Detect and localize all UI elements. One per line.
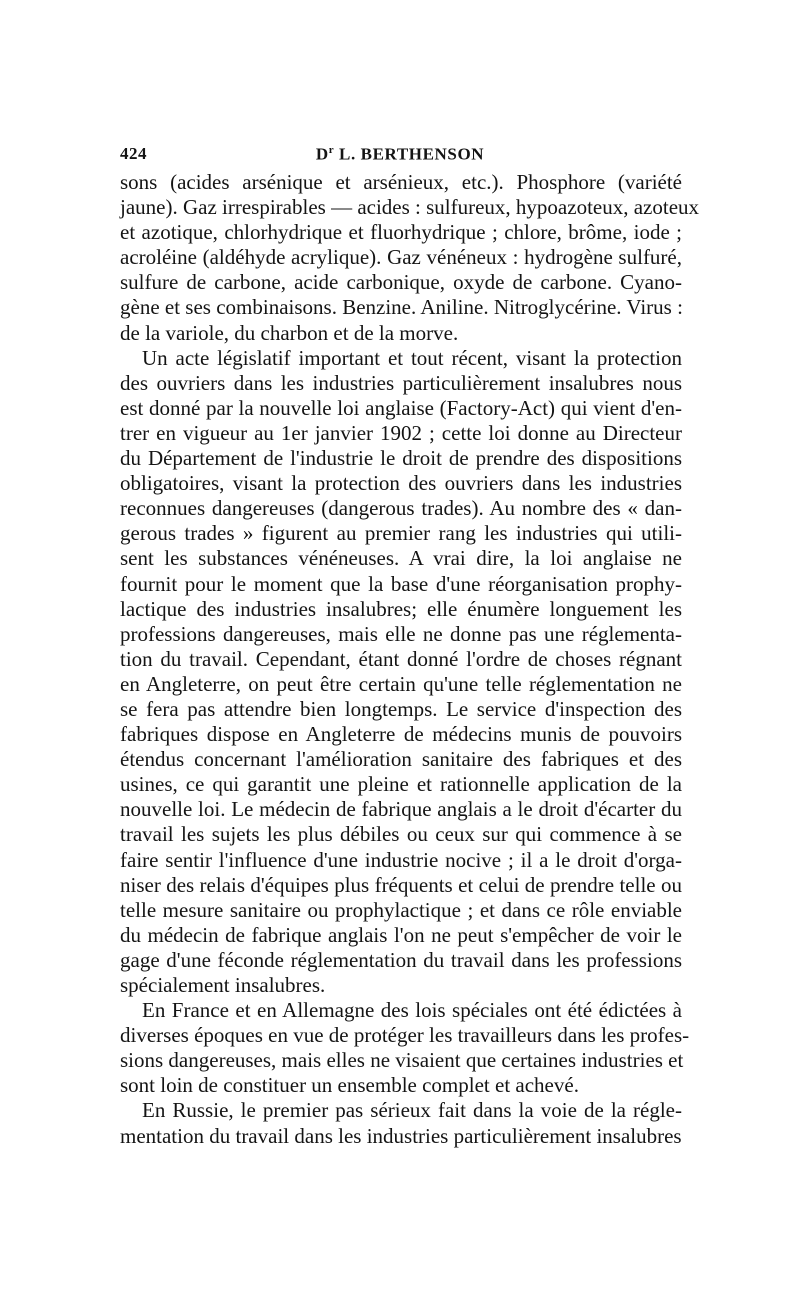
text-line: sulfure de carbone, acide carbonique, oxyde de carbone. Cyano-	[120, 270, 682, 295]
running-head	[120, 144, 680, 165]
text-line: Un acte législatif important et tout récent, visant la protection	[142, 345, 682, 370]
page-number: 424	[120, 144, 147, 163]
text-line: en Angleterre, on peut être certain qu'une telle réglementation ne	[120, 671, 682, 696]
text-line: et azotique, chlorhydrique et fluorhydrique ; chlore, brôme, iode ;	[120, 220, 682, 245]
text-line: nouvelle loi. Le médecin de fabrique anglais a le droit d'écarter du	[120, 797, 682, 822]
text-line: niser des relais d'équipes plus fréquents et celui de prendre telle ou	[120, 872, 682, 897]
text-line: tion du travail. Cependant, étant donné l'ordre de choses régnant	[120, 646, 682, 671]
running-head-superscript: r	[328, 144, 335, 156]
text-line: professions dangereuses, mais elle ne donne pas une réglementa-	[120, 621, 682, 646]
text-line: En France et en Allemagne des lois spéciales ont été édictées à	[142, 998, 682, 1023]
text-line: gage d'une féconde réglementation du travail dans les professions	[120, 947, 682, 972]
text-line: faire sentir l'influence d'une industrie nocive ; il a le droit d'orga-	[120, 847, 682, 872]
running-head-prefix: D	[315, 144, 329, 164]
text-line: diverses époques en vue de protéger les travailleurs dans les profes-	[120, 1023, 690, 1048]
text-line: gène et ses combinaisons. Benzine. Aniline. Nitroglycérine. Virus :	[120, 295, 683, 320]
text-line: telle mesure sanitaire ou prophylactique ; et dans ce rôle enviable	[120, 897, 682, 922]
text-line: travail les sujets les plus débiles ou ceux sur qui commence à se	[120, 822, 682, 847]
text-line: spécialement insalubres.	[120, 973, 326, 997]
text-line: En Russie, le premier pas sérieux fait dans la voie de la régle-	[142, 1098, 682, 1123]
text-line: sont loin de constituer un ensemble complet et achevé.	[120, 1073, 579, 1098]
paragraph	[120, 1098, 682, 1148]
text-line: trer en vigueur au 1er janvier 1902 ; cette loi donne au Directeur	[120, 420, 682, 445]
text-line: sent les substances vénéneuses. A vrai dire, la loi anglaise ne	[120, 546, 682, 571]
paragraph	[120, 346, 682, 998]
body-text	[120, 170, 700, 1149]
text-line: du Département de l'industrie le droit de prendre des dispositions	[120, 446, 682, 471]
text-line: du médecin de fabrique anglais l'on ne peut s'empêcher de voir le	[120, 922, 682, 947]
text-line: des ouvriers dans les industries particulièrement insalubres nous	[120, 370, 682, 395]
text-line: jaune). Gaz irrespirables — acides : sulfureux, hypoazoteux, azoteux	[120, 195, 700, 220]
text-line: sions dangereuses, mais elles ne visaient que certaines industries et	[120, 1048, 684, 1073]
text-line: sons (acides arsénique et arsénieux, etc.). Phosphore (variété	[120, 170, 682, 194]
text-line: de la variole, du charbon et de la morve.	[120, 320, 459, 345]
text-line: obligatoires, visant la protection des ouvriers dans les industries	[120, 471, 682, 496]
text-line: est donné par la nouvelle loi anglaise (Factory-Act) qui vient d'en-	[120, 395, 682, 420]
text-line: mentation du travail dans les industries particulièrement insalubres	[120, 1123, 682, 1148]
text-line: usines, ce qui garantit une pleine et rationnelle application de la	[120, 772, 682, 797]
paragraph	[120, 998, 690, 1098]
text-line: fabriques dispose en Angleterre de médecins munis de pouvoirs	[120, 722, 682, 747]
text-line: fournit pour le moment que la base d'une réorganisation prophy-	[120, 571, 682, 596]
page-header	[120, 144, 680, 168]
text-line: étendus concernant l'amélioration sanitaire des fabriques et des	[120, 747, 682, 772]
text-line: lactique des industries insalubres; elle énumère longuement les	[120, 596, 682, 621]
paragraph	[120, 170, 700, 346]
text-line: se fera pas attendre bien longtemps. Le service d'inspection des	[120, 696, 682, 721]
text-line: gerous trades » figurent au premier rang les industries qui utili-	[120, 521, 682, 546]
text-line: acroléine (aldéhyde acrylique). Gaz vénéneux : hydrogène sulfuré,	[120, 245, 682, 270]
running-head-author: L. BERTHENSON	[334, 144, 485, 164]
text-line: reconnues dangereuses (dangerous trades). Au nombre des « dan-	[120, 496, 682, 521]
